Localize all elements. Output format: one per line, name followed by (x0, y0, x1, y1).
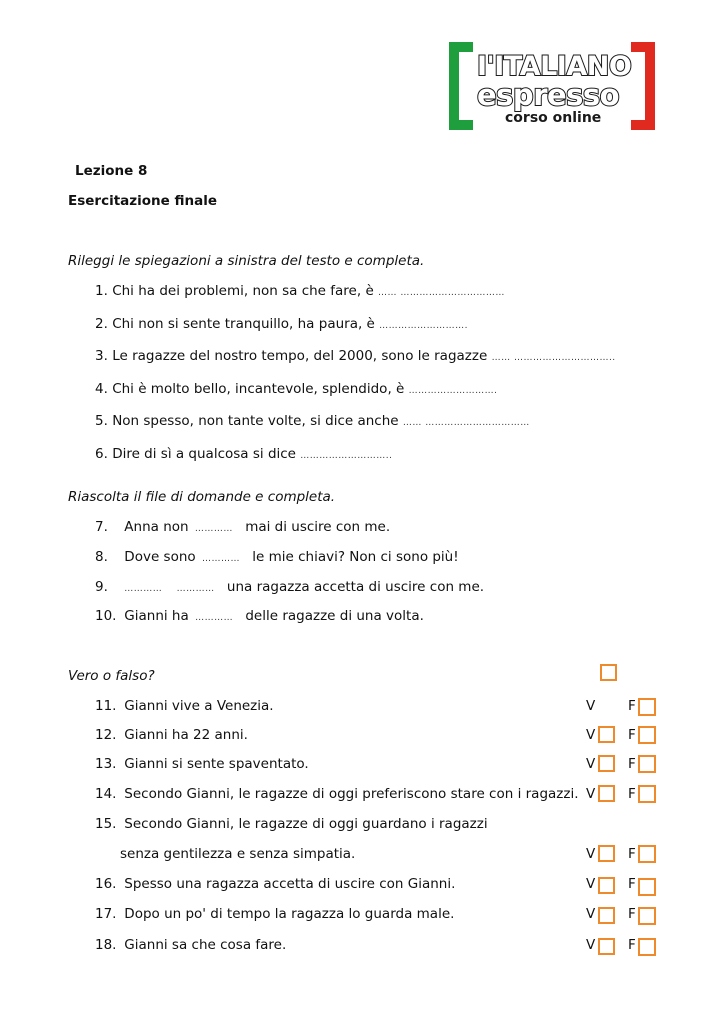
item-number: 8. (95, 549, 108, 565)
true-checkbox[interactable] (598, 938, 615, 955)
item-text: Gianni sa che cosa fare. (124, 937, 287, 953)
list-item (95, 413, 530, 429)
item-number: 10. (95, 608, 117, 624)
item-text: Gianni ha (124, 608, 189, 624)
list-item (95, 519, 390, 535)
false-checkbox[interactable] (638, 845, 656, 863)
lesson-number: Lezione 8 (75, 163, 148, 179)
list-item (95, 786, 579, 802)
false-label: F (628, 906, 636, 922)
list-item (95, 283, 505, 299)
list-item (95, 756, 309, 772)
item-number: 15. (95, 816, 117, 832)
item-text: Gianni vive a Venezia. (124, 698, 274, 714)
true-checkbox[interactable] (598, 726, 615, 743)
false-checkbox[interactable] (638, 698, 656, 716)
false-label: F (628, 937, 636, 953)
list-item (95, 549, 459, 565)
item-number: 6. (95, 446, 108, 462)
item-number: 5. (95, 413, 108, 429)
item-text: Chi è molto bello, incantevole, splendido, è (112, 381, 405, 397)
item-text: una ragazza accetta di uscire con me. (226, 579, 485, 595)
fill-blank[interactable]: …… …………………………… (402, 418, 530, 428)
list-item (95, 316, 468, 332)
true-label: V (586, 727, 596, 743)
item-text: Dire di sì a qualcosa si dice (112, 446, 296, 462)
false-checkbox[interactable] (638, 878, 656, 896)
item-text-continued: senza gentilezza e senza simpatia. (120, 846, 356, 862)
fill-blank[interactable]: ………………………. (408, 386, 498, 396)
list-item (95, 348, 616, 364)
false-checkbox[interactable] (638, 938, 656, 956)
true-label: V (586, 906, 596, 922)
item-number: 3. (95, 348, 108, 364)
item-number: 11. (95, 698, 117, 714)
list-item (95, 446, 393, 462)
true-checkbox[interactable] (598, 845, 615, 862)
fill-blank[interactable]: ………… (201, 554, 240, 564)
item-text: mai di uscire con me. (245, 519, 391, 535)
false-checkbox[interactable] (638, 907, 656, 925)
fill-blank[interactable]: ………… (176, 584, 215, 594)
item-text: Le ragazze del nostro tempo, del 2000, sono le ragazze (112, 348, 488, 364)
false-label: F (628, 756, 636, 772)
false-label: F (628, 876, 636, 892)
item-number: 7. (95, 519, 108, 535)
item-number: 14. (95, 786, 117, 802)
true-label: V (586, 786, 596, 802)
item-number: 1. (95, 283, 108, 299)
true-checkbox[interactable] (598, 907, 615, 924)
item-text: Secondo Gianni, le ragazze di oggi guardano i ragazzi (124, 816, 488, 832)
true-checkbox[interactable] (598, 877, 615, 894)
fill-blank[interactable]: ……………………….. (300, 451, 393, 461)
false-label: F (628, 727, 636, 743)
item-number: 16. (95, 876, 117, 892)
false-checkbox[interactable] (638, 755, 656, 773)
logo-line1: I'ITALIANO (477, 51, 632, 82)
item-text: delle ragazze di una volta. (245, 608, 424, 624)
item-text: Non spesso, non tante volte, si dice anche (112, 413, 399, 429)
logo-right-bracket (645, 42, 655, 130)
item-text: Spesso una ragazza accetta di uscire con Gianni. (124, 876, 456, 892)
italiano-espresso-logo (449, 42, 655, 130)
item-number: 17. (95, 906, 117, 922)
list-item (95, 816, 488, 832)
fill-blank[interactable]: …… …………………………… (378, 288, 505, 298)
section1-instruction: Rileggi le spiegazioni a sinistra del testo e completa. (68, 253, 425, 269)
true-label: V (586, 876, 596, 892)
false-checkbox[interactable] (638, 726, 656, 744)
item-number: 13. (95, 756, 117, 772)
fill-blank[interactable]: …… ………………………….. (491, 353, 616, 363)
section3-instruction: Vero o falso? (68, 668, 155, 684)
true-checkbox[interactable] (598, 755, 615, 772)
item-text: Anna non (124, 519, 189, 535)
item-number: 18. (95, 937, 117, 953)
section2-instruction: Riascolta il file di domande e completa. (68, 489, 336, 505)
list-item (95, 608, 424, 624)
checkbox[interactable] (600, 664, 617, 681)
list-item (95, 698, 274, 714)
item-number: 2. (95, 316, 108, 332)
list-item (95, 937, 286, 953)
fill-blank[interactable]: ………… (195, 613, 234, 623)
true-label: V (586, 756, 596, 772)
item-text: Chi non si sente tranquillo, ha paura, è (112, 316, 375, 332)
false-checkbox[interactable] (638, 785, 656, 803)
item-text: le mie chiavi? Non ci sono più! (252, 549, 459, 565)
fill-blank[interactable]: ………………………. (379, 321, 469, 331)
false-label: F (628, 786, 636, 802)
fill-blank[interactable]: ………… (194, 524, 233, 534)
item-number: 4. (95, 381, 108, 397)
item-text: Secondo Gianni, le ragazze di oggi preferiscono stare con i ragazzi. (124, 786, 579, 802)
item-number: 9. (95, 579, 108, 595)
false-label: F (628, 846, 636, 862)
item-text: Dove sono (124, 549, 196, 565)
true-label: V (586, 698, 596, 714)
list-item (95, 579, 484, 595)
true-label: V (586, 937, 596, 953)
list-item (95, 876, 455, 892)
item-text: Chi ha dei problemi, non sa che fare, è (112, 283, 374, 299)
item-text: Gianni si sente spaventato. (124, 756, 309, 772)
true-checkbox[interactable] (598, 785, 615, 802)
fill-blank[interactable]: ………… (124, 584, 163, 594)
item-number: 12. (95, 727, 117, 743)
list-item (95, 381, 498, 397)
logo-line2: espresso (477, 78, 620, 112)
item-text: Dopo un po' di tempo la ragazza lo guarda male. (124, 906, 455, 922)
true-label: V (586, 846, 596, 862)
list-item (95, 906, 454, 922)
false-label: F (628, 698, 636, 714)
logo-left-bracket (449, 42, 459, 130)
page-title: Esercitazione finale (68, 193, 218, 209)
item-text: Gianni ha 22 anni. (124, 727, 248, 743)
list-item (95, 727, 248, 743)
logo-line3: corso online (505, 110, 602, 126)
